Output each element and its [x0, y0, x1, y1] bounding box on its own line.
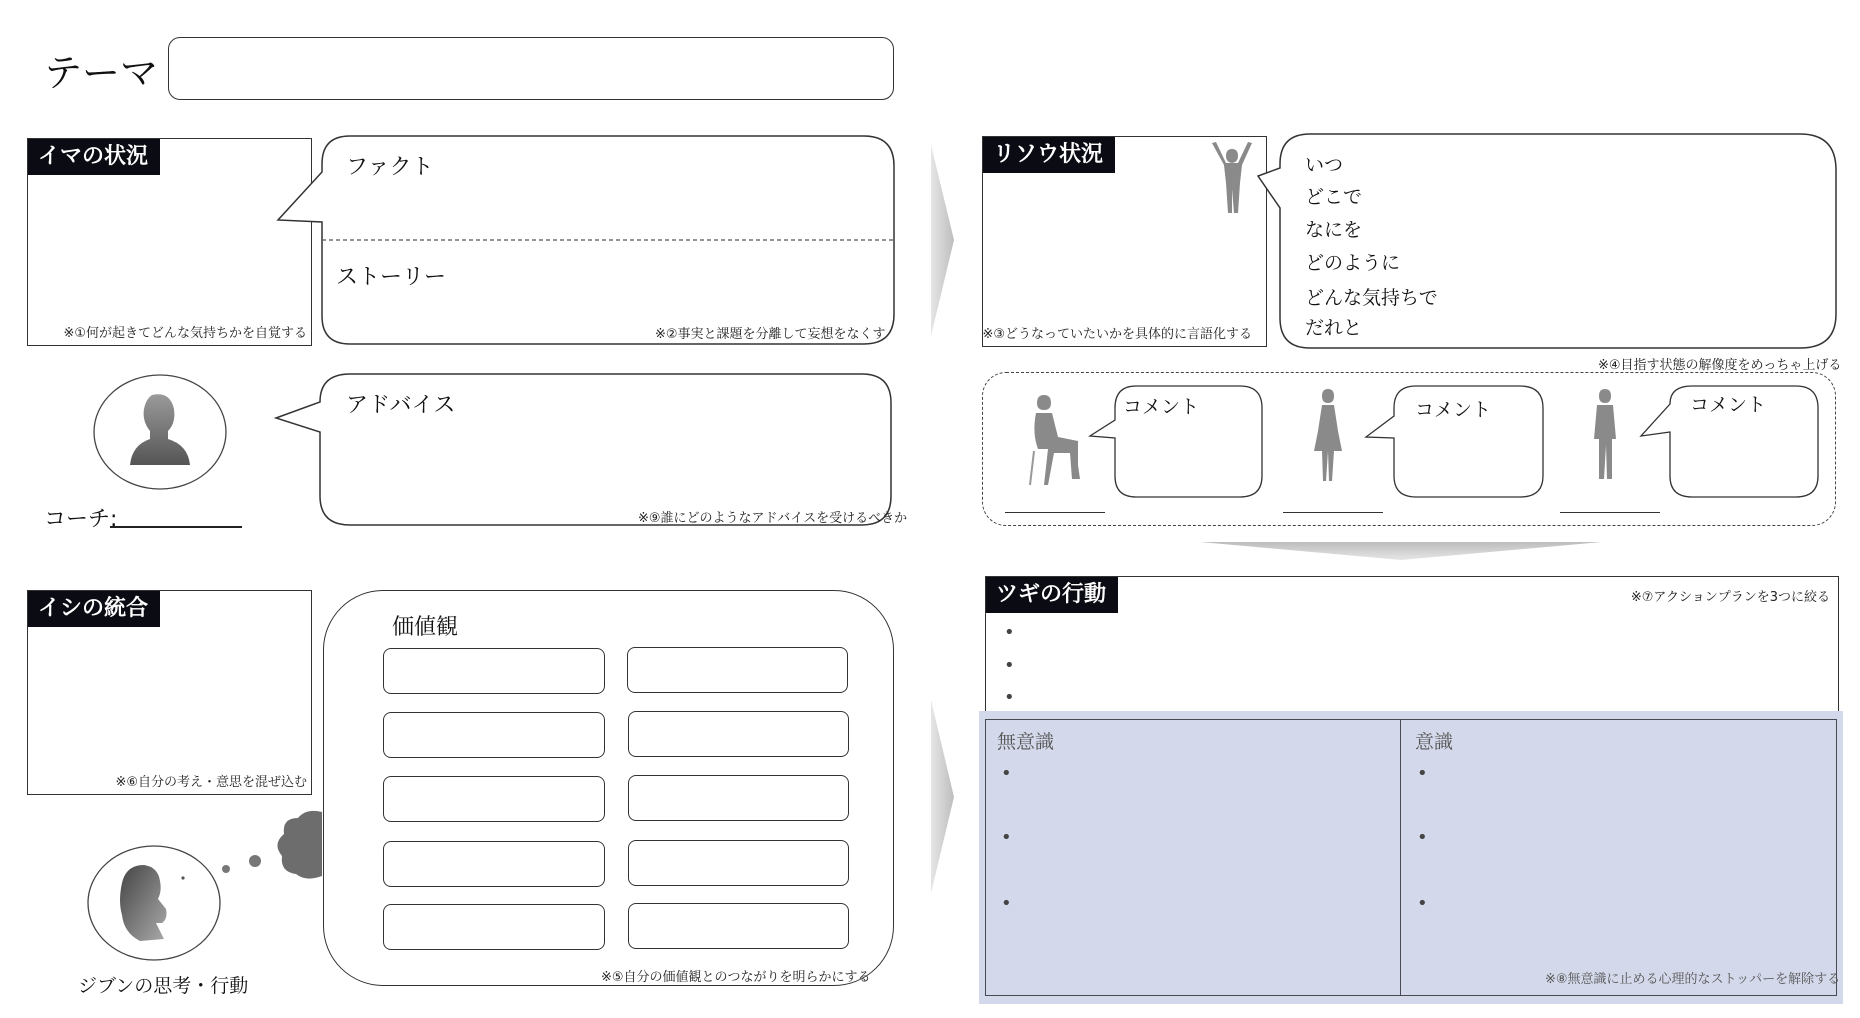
self-label: ジブンの思考・行動 — [78, 975, 249, 997]
comment-area-3[interactable] — [1675, 425, 1810, 490]
theme-label: テーマ — [44, 51, 159, 95]
conscious-label: 意識 — [1415, 731, 1454, 753]
advice-note: ※⑨誰にどのようなアドバイスを受けるべきか — [638, 511, 908, 526]
mind-inner-border — [985, 719, 1837, 996]
next-action-note: ※⑦アクションプランを3つに絞る — [1630, 590, 1830, 605]
name-underline-3[interactable] — [1560, 512, 1660, 513]
ideal-item-feeling: どんな気持ちで — [1305, 287, 1438, 309]
ideal-item-when: いつ — [1305, 154, 1344, 176]
ideal-item-what: なにを — [1305, 219, 1363, 241]
action-bullet-1[interactable]: • — [1004, 622, 1015, 643]
ideal-item-with-whom: だれと — [1305, 317, 1363, 339]
will-integration-note: ※⑥自分の考え・意思を混ぜ込む — [115, 775, 307, 790]
resolution-note: ※④目指す状態の解像度をめっちゃ上げる — [1598, 358, 1842, 373]
values-note: ※⑤自分の価値観とのつながりを明らかにする — [601, 970, 871, 985]
comment-label-2: コメント — [1415, 399, 1492, 421]
comment-label-1: コメント — [1123, 396, 1200, 418]
ideal-state-tag: リソウ状況 — [983, 137, 1115, 173]
action-bullet-3[interactable]: • — [1004, 687, 1015, 708]
current-situation-note: ※①何が起きてどんな気持ちかを自覚する — [63, 326, 307, 341]
ideal-item-how: どのように — [1305, 252, 1401, 274]
coach-label: コーチ: — [44, 507, 118, 532]
values-title: 価値観 — [392, 615, 459, 640]
current-situation-tag: イマの状況 — [28, 139, 160, 175]
fact-label: ファクト — [346, 155, 434, 180]
will-integration-tag: イシの統合 — [28, 591, 160, 627]
unconscious-bullet-1[interactable]: • — [1001, 763, 1012, 784]
next-action-tag: ツギの行動 — [986, 577, 1118, 613]
action-bullet-2[interactable]: • — [1004, 655, 1015, 676]
conscious-bullet-3[interactable]: • — [1417, 893, 1428, 914]
mind-divider — [1400, 719, 1401, 996]
advice-label: アドバイス — [346, 393, 456, 418]
mind-panel — [979, 711, 1843, 1004]
story-note: ※②事実と課題を分離して妄想をなくす — [655, 327, 886, 342]
ideal-state-note: ※③どうなっていたいかを具体的に言語化する — [982, 327, 1252, 342]
stopper-note: ※⑧無意識に止める心理的なストッパーを解除する — [1545, 972, 1841, 987]
unconscious-bullet-3[interactable]: • — [1001, 893, 1012, 914]
conscious-bullet-1[interactable]: • — [1417, 763, 1428, 784]
comment-label-3: コメント — [1690, 394, 1767, 416]
ideal-item-where: どこで — [1305, 186, 1363, 208]
conscious-bullet-2[interactable]: • — [1417, 827, 1428, 848]
unconscious-label: 無意識 — [997, 731, 1055, 753]
story-label: ストーリー — [336, 265, 447, 290]
unconscious-bullet-2[interactable]: • — [1001, 827, 1012, 848]
